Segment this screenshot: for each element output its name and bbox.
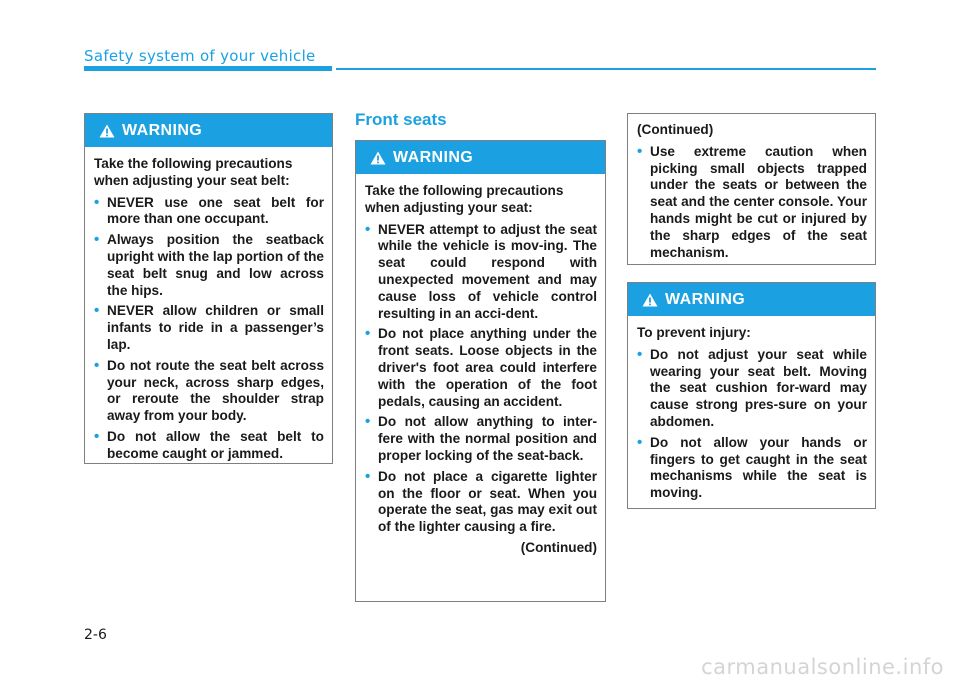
list-item: • Do not allow your hands or fingers to get caught in the seat mechanisms while the seat is moving. [637, 435, 867, 502]
warning-header [628, 283, 875, 316]
warning-intro: Take the following precautions when adjusting your seat: [365, 183, 564, 215]
warning-box-injury [627, 282, 876, 509]
warning-intro: To prevent injury: [637, 325, 751, 340]
warning-list [637, 144, 867, 262]
watermark: carmanualsonline.info [701, 655, 944, 679]
warning-label: WARNING [122, 121, 203, 139]
warning-box-front-seats [355, 140, 606, 602]
list-item: • Always position the seatback upright with the lap portion of the seat belt snug and low across the hips. [94, 232, 324, 299]
warning-triangle-icon [370, 151, 386, 165]
list-item: • Do not allow anything to inter-fere with the normal position and proper locking of the seat-back. [365, 414, 597, 464]
list-item: • Do not adjust your seat while wearing your seat belt. Moving the seat cushion for-ward may cause strong pres-sure on your abdomen. [637, 347, 867, 431]
list-item: • Do not route the seat belt across your neck, across sharp edges, or reroute the shoulder strap away from your body. [94, 358, 324, 425]
list-item: • Use extreme caution when picking small objects trapped under the seats or between the seat and the center console. Your hands might be cut or injured by the sharp edges of the seat mechanism. [637, 144, 867, 262]
list-item: • Do not place a cigarette lighter on the floor or seat. When you operate the seat, gas may exit out of the lighter causing a fire. [365, 469, 597, 536]
warning-header [356, 141, 605, 174]
list-item: • Do not allow the seat belt to become caught or jammed. [94, 429, 324, 463]
warning-label: WARNING [393, 148, 474, 166]
warning-list [637, 347, 867, 502]
warning-box-seat-belt [84, 113, 333, 464]
warning-list [94, 195, 324, 463]
section-header: Safety system of your vehicle [84, 47, 316, 65]
warning-triangle-icon [99, 124, 115, 138]
continued-heading: (Continued) [637, 122, 714, 137]
warning-intro: Take the following precautions when adjusting your seat belt: [94, 156, 293, 188]
section-title: Front seats [355, 110, 447, 129]
page-number: 2-6 [84, 627, 107, 643]
warning-triangle-icon [642, 293, 658, 307]
list-item: • NEVER allow children or small infants to ride in a passenger’s lap. [94, 303, 324, 353]
continued-label: (Continued) [520, 539, 597, 555]
header-rule-thick [84, 66, 332, 71]
list-item: • NEVER use one seat belt for more than one occupant. [94, 195, 324, 229]
warning-list [365, 222, 597, 536]
warning-header [85, 114, 332, 147]
list-item: • NEVER attempt to adjust the seat while the vehicle is mov-ing. The seat could respond with unexpected movement and may cause loss of vehicle control resulting in an acci-dent. [365, 222, 597, 323]
list-item: • Do not place anything under the front seats. Loose objects in the driver's foot area could interfere with the operation of the foot pedals, causing an accident. [365, 326, 597, 410]
warning-label: WARNING [665, 290, 746, 308]
header-rule-thin [336, 68, 876, 70]
continued-box [627, 113, 876, 265]
